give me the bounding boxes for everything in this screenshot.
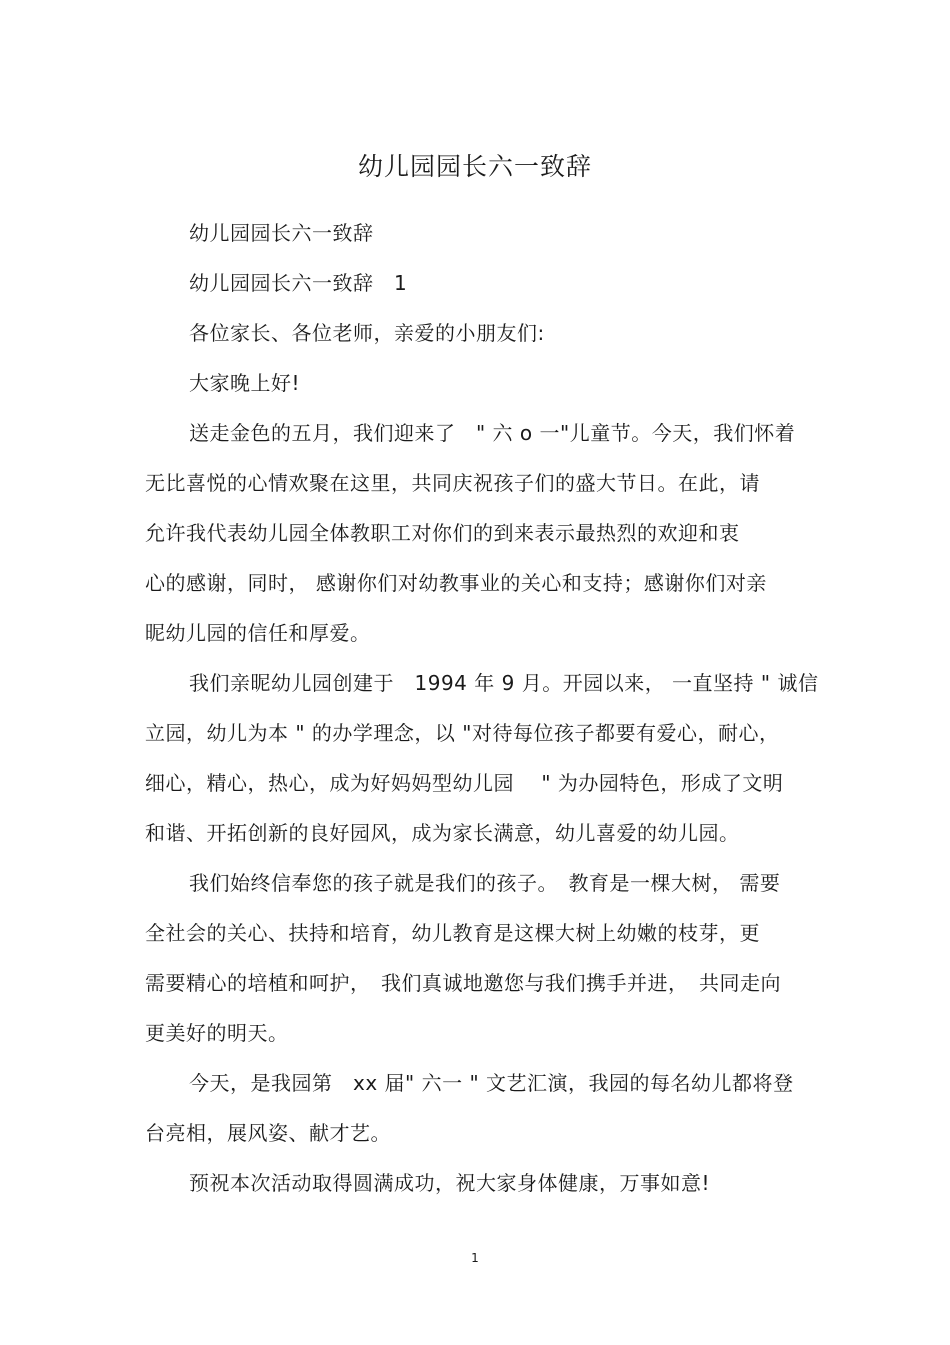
paragraph-line: 预祝本次活动取得圆满成功，祝大家身体健康，万事如意! <box>189 1171 711 1195</box>
paragraph-line: 幼儿园园长六一致辞 1 <box>189 271 408 295</box>
paragraph-line: 需要精心的培植和呵护， 我们真诚地邀您与我们携手并进， 共同走向 <box>145 971 781 995</box>
paragraph-line: 台亮相，展风姿、献才艺。 <box>145 1121 391 1145</box>
paragraph-line: 昵幼儿园的信任和厚爱。 <box>145 621 371 645</box>
paragraph-line: 各位家长、各位老师，亲爱的小朋友们: <box>189 321 545 345</box>
document-title: 幼儿园园长六一致辞 <box>357 152 592 181</box>
paragraph-line: 无比喜悦的心情欢聚在这里，共同庆祝孩子们的盛大节日。在此，请 <box>145 471 760 495</box>
paragraph-line: 全社会的关心、扶持和培育，幼儿教育是这棵大树上幼嫩的枝芽，更 <box>145 921 760 945</box>
paragraph-line: 今天，是我园第 xx 届" 六一 " 文艺汇演，我园的每名幼儿都将登 <box>189 1071 794 1095</box>
paragraph-line: 和谐、开拓创新的良好园风，成为家长满意，幼儿喜爱的幼儿园。 <box>145 821 740 845</box>
paragraph-line: 我们亲昵幼儿园创建于 1994 年 9 月。开园以来， 一直坚持 " 诚信 <box>189 671 819 695</box>
paragraph-line: 送走金色的五月，我们迎来了 " 六 o 一"儿童节。今天，我们怀着 <box>189 421 796 445</box>
paragraph-line: 大家晚上好! <box>189 371 301 395</box>
paragraph-line: 心的感谢，同时， 感谢你们对幼教事业的关心和支持；感谢你们对亲 <box>145 571 767 595</box>
page-number: 1 <box>471 1251 479 1265</box>
paragraph-line: 允许我代表幼儿园全体教职工对你们的到来表示最热烈的欢迎和衷 <box>145 521 740 545</box>
paragraph-line: 细心，精心，热心，成为好妈妈型幼儿园 " 为办园特色，形成了文明 <box>145 771 784 795</box>
paragraph-line: 更美好的明天。 <box>145 1021 289 1045</box>
paragraph-line: 立园，幼儿为本 " 的办学理念，以 "对待每位孩子都要有爱心，耐心， <box>145 721 780 745</box>
paragraph-line: 我们始终信奉您的孩子就是我们的孩子。 教育是一棵大树， 需要 <box>189 871 781 895</box>
paragraph-line: 幼儿园园长六一致辞 <box>189 221 374 245</box>
